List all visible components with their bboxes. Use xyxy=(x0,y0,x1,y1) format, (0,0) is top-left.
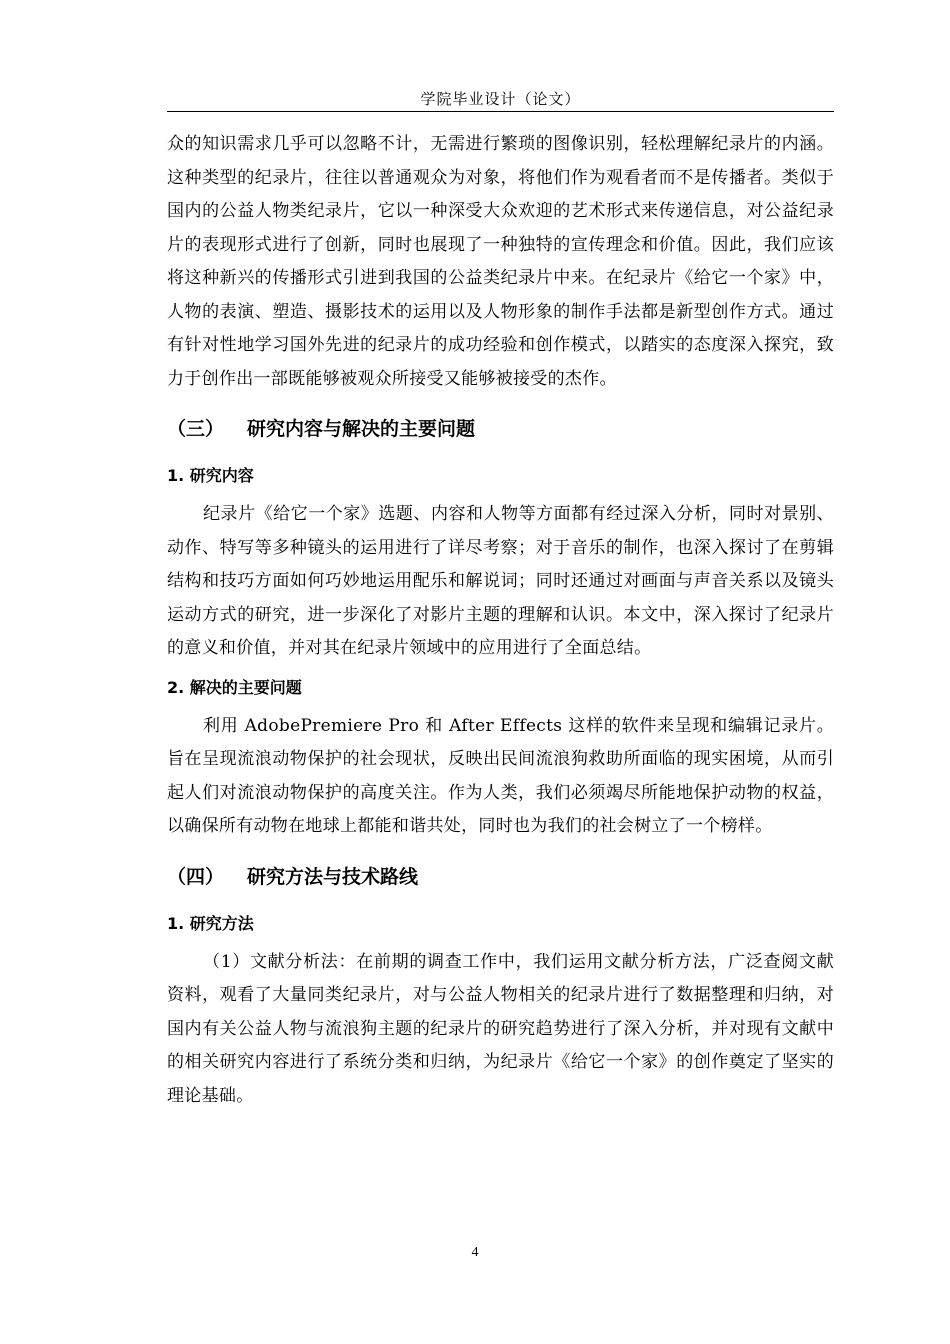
section-number: （三） xyxy=(167,418,225,440)
header-divider xyxy=(167,111,834,112)
paragraph-research-content: 纪录片《给它一个家》选题、内容和人物等方面都有经过深入分析，同时对景别、动作、特写等多种镜头的运用进行了详尽考察；对于音乐的制作，也深入探讨了在剪辑结构和技巧方面如何巧妙地运用配乐和解说词；同时还通过对画面与声音关系以及镜头运动方式的研究，进一步深化了对影片主题的理解和认识。本文中，深入探讨了纪录片的意义和价值，并对其在纪录片领域中的应用进行了全面总结。 xyxy=(167,504,834,658)
section-title-text: 研究内容与解决的主要问题 xyxy=(247,418,476,440)
paragraph-literature-analysis: （1）文献分析法：在前期的调查工作中，我们运用文献分析方法，广泛查阅文献资料，观看了大量同类纪录片，对与公益人物相关的纪录片进行了数据整理和归纳，对国内有关公益人物与流浪狗主题的纪录片的研究趋势进行了深入分析，并对现有文献中的相关研究内容进行了系统分类和归纳，为纪录片《给它一个家》的创作奠定了坚实的理论基础。 xyxy=(167,951,834,1106)
subsection-heading-research-methods: 1. 研究方法 xyxy=(167,913,254,933)
page-number: 4 xyxy=(471,1245,479,1260)
paragraph-main-problems: 利用 AdobePremiere Pro 和 After Effects 这样的软件来呈现和编辑记录片。旨在呈现流浪动物保护的社会现状，反映出民间流浪狗救助所面临的现实困境，从而引起人们对流浪动物保护的高度关注。作为人类，我们必须竭尽所能地保护动物的权益，以确保所有动物在地球上都能和谐共处，同时也为我们的社会树立了一个榜样。 xyxy=(167,715,834,836)
subsection-heading-main-problems: 2. 解决的主要问题 xyxy=(167,677,302,697)
document-body xyxy=(167,128,834,1113)
paragraph-continued: 众的知识需求几乎可以忽略不计，无需进行繁琐的图像识别，轻松理解纪录片的内涵。这种类型的纪录片，往往以普通观众为对象，将他们作为观看者而不是传播者。类似于国内的公益人物类纪录片，它以一种深受大众欢迎的艺术形式来传递信息，对公益纪录片的表现形式进行了创新，同时也展现了一种独特的宣传理念和价值。因此，我们应该将这种新兴的传播形式引进到我国的公益类纪录片中来。在纪录片《给它一个家》中，人物的表演、塑造、摄影技术的运用以及人物形象的制作手法都是新型创作方式。通过有针对性地学习国外先进的纪录片的成功经验和创作模式，以踏实的态度深入探究，致力于创作出一部既能够被观众所接受又能够被接受的杰作。 xyxy=(167,134,834,389)
page-header: 学院毕业设计（论文） xyxy=(420,90,581,108)
section-number: （四） xyxy=(167,865,225,888)
section-heading-3 xyxy=(167,404,834,454)
section-title-text: 研究方法与技术路线 xyxy=(247,865,419,888)
subsection-heading-research-content: 1. 研究内容 xyxy=(167,466,254,485)
section-heading-4 xyxy=(167,852,834,902)
